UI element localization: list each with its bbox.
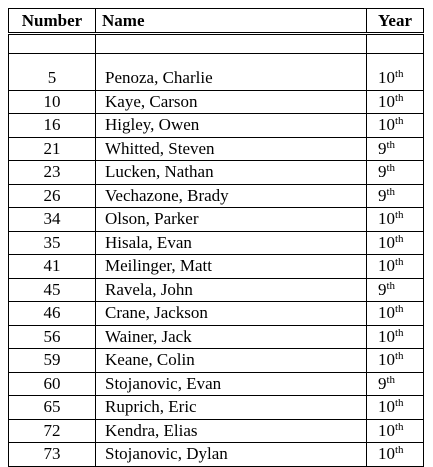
year-suffix: th — [395, 303, 404, 316]
year-value: 10 — [378, 232, 395, 252]
spacer-cell — [367, 54, 424, 67]
table-row — [9, 278, 424, 302]
spacer-row — [9, 54, 424, 67]
empty-cell — [9, 34, 96, 54]
year-suffix: th — [395, 91, 404, 104]
table-row — [9, 114, 424, 138]
player-year — [367, 372, 424, 396]
player-name: Crane, Jackson — [96, 302, 367, 326]
player-number: 41 — [9, 255, 96, 279]
year-suffix: th — [395, 209, 404, 222]
year-value: 9 — [378, 185, 387, 205]
player-name: Lucken, Nathan — [96, 161, 367, 185]
year-suffix: th — [395, 397, 404, 410]
year-suffix: th — [395, 232, 404, 245]
player-number: 45 — [9, 278, 96, 302]
player-number: 5 — [9, 67, 96, 91]
year-suffix: th — [386, 279, 396, 292]
spacer-cell — [96, 54, 367, 67]
empty-row — [9, 34, 424, 54]
player-number: 65 — [9, 396, 96, 420]
player-year — [367, 208, 424, 232]
year-value: 10 — [378, 91, 395, 111]
player-number: 21 — [9, 137, 96, 161]
player-year — [367, 114, 424, 138]
year-value: 9 — [378, 279, 387, 299]
spacer-cell — [9, 54, 96, 67]
player-year — [367, 419, 424, 443]
header-year: Year — [367, 9, 424, 34]
year-value: 10 — [378, 326, 395, 346]
year-suffix: th — [386, 185, 396, 198]
player-year — [367, 184, 424, 208]
table-row — [9, 67, 424, 91]
player-name: Keane, Colin — [96, 349, 367, 373]
table-row — [9, 137, 424, 161]
player-number: 34 — [9, 208, 96, 232]
year-value: 10 — [378, 350, 395, 370]
empty-cell — [96, 34, 367, 54]
player-name: Kendra, Elias — [96, 419, 367, 443]
player-name: Higley, Owen — [96, 114, 367, 138]
year-value: 10 — [378, 256, 395, 276]
year-suffix: th — [386, 373, 396, 386]
table-row — [9, 231, 424, 255]
player-year — [367, 396, 424, 420]
player-year — [367, 255, 424, 279]
header-number: Number — [9, 9, 96, 34]
player-name: Vechazone, Brady — [96, 184, 367, 208]
player-year — [367, 67, 424, 91]
player-year — [367, 137, 424, 161]
player-name: Ravela, John — [96, 278, 367, 302]
roster-table — [8, 8, 424, 467]
player-year — [367, 443, 424, 467]
year-value: 9 — [378, 162, 387, 182]
table-row — [9, 349, 424, 373]
player-year — [367, 278, 424, 302]
table-row — [9, 302, 424, 326]
year-value: 10 — [378, 397, 395, 417]
table-row — [9, 325, 424, 349]
year-value: 10 — [378, 209, 395, 229]
roster-body — [9, 34, 424, 467]
player-number: 56 — [9, 325, 96, 349]
player-year — [367, 161, 424, 185]
table-row — [9, 255, 424, 279]
player-year — [367, 325, 424, 349]
table-row — [9, 90, 424, 114]
player-number: 46 — [9, 302, 96, 326]
year-value: 10 — [378, 444, 395, 464]
year-suffix: th — [386, 162, 396, 175]
year-suffix: th — [395, 68, 404, 80]
player-name: Olson, Parker — [96, 208, 367, 232]
player-year — [367, 349, 424, 373]
year-value: 10 — [378, 68, 395, 87]
table-row — [9, 396, 424, 420]
player-year — [367, 302, 424, 326]
player-name: Meilinger, Matt — [96, 255, 367, 279]
player-number: 16 — [9, 114, 96, 138]
player-name: Hisala, Evan — [96, 231, 367, 255]
year-suffix: th — [395, 350, 404, 363]
player-number: 59 — [9, 349, 96, 373]
player-number: 35 — [9, 231, 96, 255]
player-year — [367, 90, 424, 114]
player-number: 26 — [9, 184, 96, 208]
table-row — [9, 419, 424, 443]
table-row — [9, 208, 424, 232]
table-row — [9, 184, 424, 208]
player-name: Stojanovic, Evan — [96, 372, 367, 396]
player-number: 73 — [9, 443, 96, 467]
year-suffix: th — [395, 256, 404, 269]
player-name: Ruprich, Eric — [96, 396, 367, 420]
year-suffix: th — [395, 420, 404, 433]
player-name: Penoza, Charlie — [96, 67, 367, 91]
year-suffix: th — [395, 326, 404, 339]
player-name: Kaye, Carson — [96, 90, 367, 114]
player-number: 72 — [9, 419, 96, 443]
player-number: 10 — [9, 90, 96, 114]
year-suffix: th — [395, 444, 404, 457]
player-name: Whitted, Steven — [96, 137, 367, 161]
player-number: 60 — [9, 372, 96, 396]
year-suffix: th — [395, 115, 404, 128]
year-value: 9 — [378, 138, 387, 158]
year-value: 10 — [378, 420, 395, 440]
header-name: Name — [96, 9, 367, 34]
player-year — [367, 231, 424, 255]
player-number: 23 — [9, 161, 96, 185]
year-value: 9 — [378, 373, 387, 393]
table-row — [9, 443, 424, 467]
player-name: Stojanovic, Dylan — [96, 443, 367, 467]
table-row — [9, 161, 424, 185]
year-suffix: th — [386, 138, 396, 151]
year-value: 10 — [378, 115, 395, 135]
header-row — [9, 9, 424, 34]
table-row — [9, 372, 424, 396]
empty-cell — [367, 34, 424, 54]
player-name: Wainer, Jack — [96, 325, 367, 349]
year-value: 10 — [378, 303, 395, 323]
